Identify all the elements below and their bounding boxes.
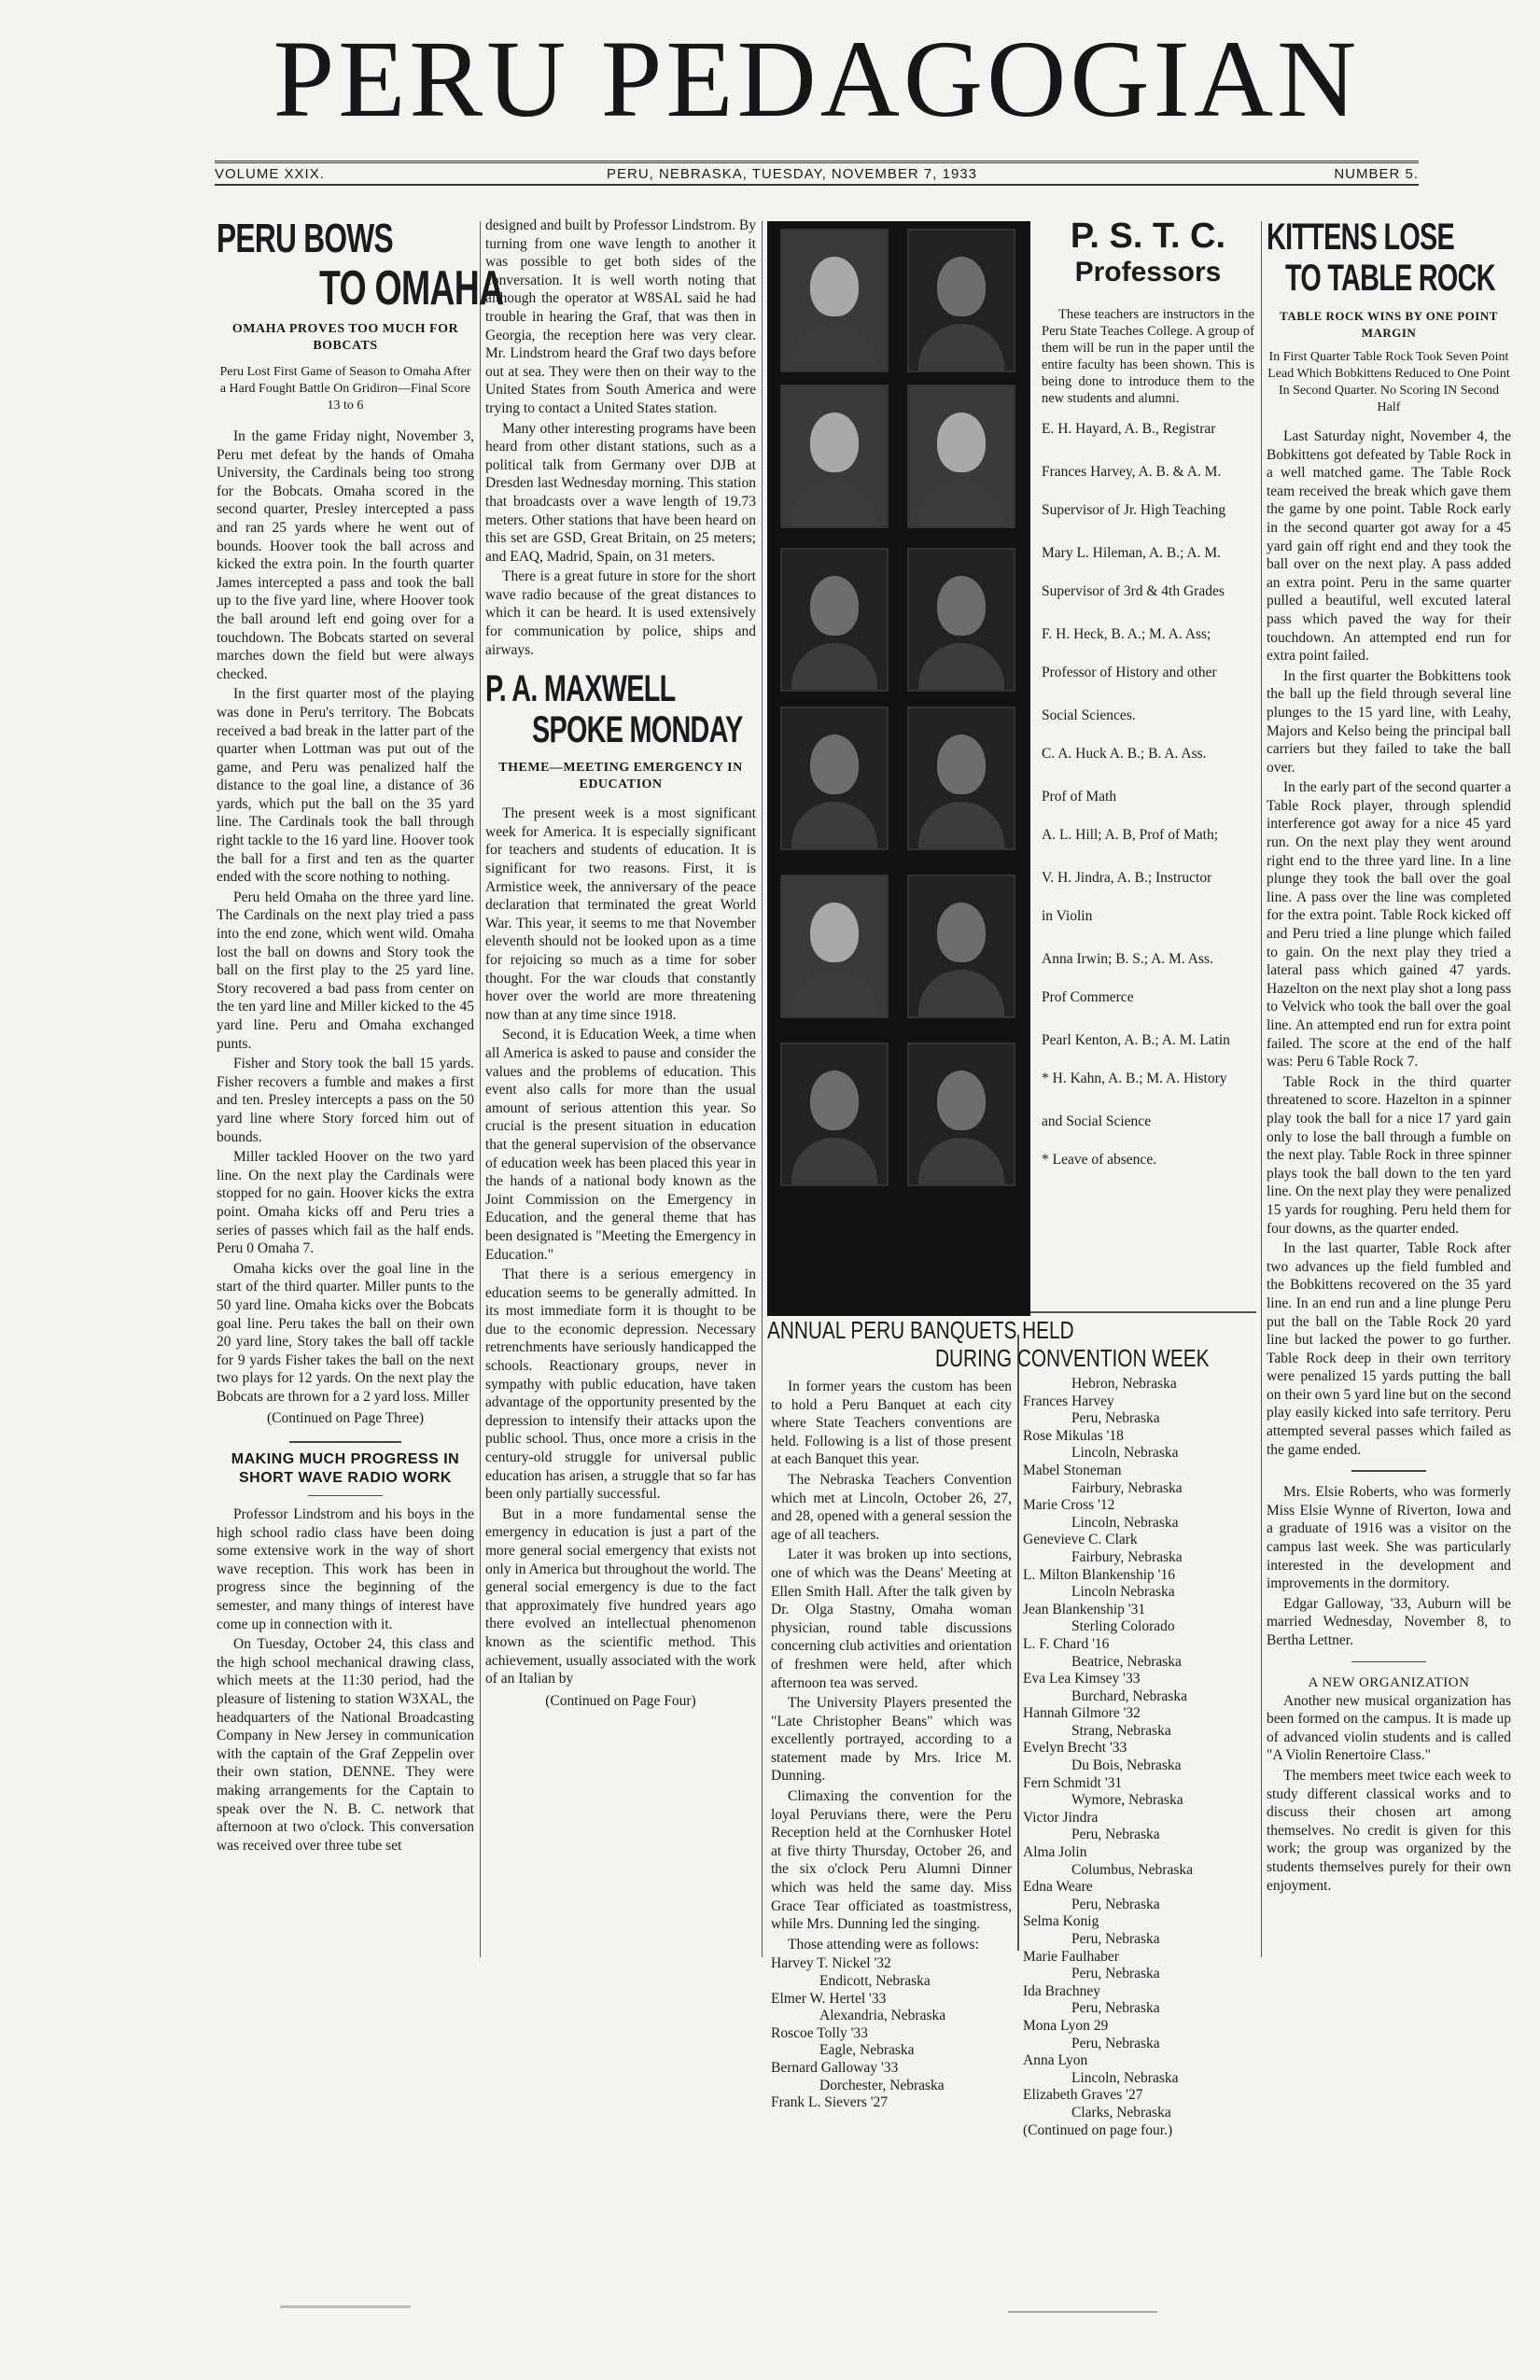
roster-entry: Peru, Nebraska xyxy=(1071,2035,1160,2051)
divider xyxy=(308,1495,383,1496)
divider xyxy=(289,1441,401,1443)
roster-entry: Peru, Nebraska xyxy=(1071,2000,1160,2017)
kittens-paragraph: In the last quarter, Table Rock after two advances up the field fumbled and the Bobkittens recovered on the 35 yard line. In an end run and a line plunge Peru put the ball on the Table Rock 20 yard line but lacked the power to go further. Table Rock deep in their own territory were penalized 15 yards putting the ball on their own 5 yard line but on the second play easily kicked into safe territory. Peru attempted several passes which failed as the game ended. xyxy=(1267,1240,1511,1458)
roster-entry: Edna Weare xyxy=(1023,1879,1093,1896)
radio-continuation: designed and built by Professor Lindstrom. By turning from one wave length to another it was possible to get both sides of the conversation. It is well worth noting that although the operator at W8SAL said he had trouble in hearing the Graf, that was then in Georgia, the reception here was very clear. Mr. Lindstrom heard the Graf two days before out at sea. They were then on their way to the United States from South America and were trying to contact a United States station. xyxy=(485,217,756,416)
banquets-paragraph: In former years the custom has been to hold a Peru Banquet at each city where State Teachers conventions are held. Following is a list of those present at each Banquet this year. xyxy=(771,1379,1012,1468)
portrait-photo xyxy=(780,875,889,1018)
portrait-photo xyxy=(907,1043,1015,1186)
portrait-photo xyxy=(780,707,889,850)
roster-entry: Burchard, Nebraska xyxy=(1071,1687,1187,1704)
roster-entry: Lincoln, Nebraska xyxy=(1071,1445,1179,1462)
radio-paragraph: On Tuesday, October 24, this class and the high school mechanical drawing class, which meets at the 11:30 period, had the pleasure of listening to station W3XAL, the headquarters of the National Broadcasting Company in New Jersey in communication with the captain of the Graf Zeppelin over their own station, DENNE. They were making arrangements for the Captain to speak over the N. B. C. network that afternoon at two o'clock. This conversation was received over three tube set xyxy=(217,1636,474,1854)
roberts-note: Mrs. Elsie Roberts, who was formerly Miss Elsie Wynne of Riverton, Iowa and a graduate of 1916 was a visitor on the campus last week. She was particularly interested in the development and improvements in the dormitory. xyxy=(1267,1484,1511,1592)
roster-entry: Jean Blankenship '31 xyxy=(1023,1601,1146,1617)
kittens-article xyxy=(1267,217,1511,1897)
roster-entry: Rose Mikulas '18 xyxy=(1023,1427,1124,1444)
organization-headline: A NEW ORGANIZATION xyxy=(1308,1674,1470,1690)
roster-entry: Harvey T. Nickel '32 xyxy=(771,1955,891,1972)
roster-entry: Genevieve C. Clark xyxy=(1023,1532,1138,1548)
divider xyxy=(1351,1470,1426,1472)
roster-entry: Columbus, Nebraska xyxy=(1071,1861,1194,1878)
banquets-paragraph: Those attending were as follows: xyxy=(788,1936,979,1953)
roster-entry: Endicott, Nebraska xyxy=(819,1973,931,1989)
portrait-photo xyxy=(907,707,1015,850)
roster-entry: Lincoln Nebraska xyxy=(1071,1584,1175,1601)
kittens-deck: TABLE ROCK WINS BY ONE POINT MARGIN xyxy=(1280,309,1498,340)
portrait-photo xyxy=(780,1043,889,1186)
roster-entry: Bernard Galloway '33 xyxy=(771,2059,899,2076)
roster-entry: Peru, Nebraska xyxy=(1071,1410,1160,1427)
kittens-paragraph: In the first quarter the Bobkittens took the ball up the field through several line plunges to the 15 yard line, with Leahy, Majors and Kelso being the principal ball carriers but they failed to take the ball over. xyxy=(1267,667,1511,776)
maxwell-headline-2: SPOKE MONDAY xyxy=(532,709,743,751)
scan-mark xyxy=(280,2305,411,2308)
roster-entry: Selma Konig xyxy=(1023,1913,1099,1930)
roster-entry: Peru, Nebraska xyxy=(1071,1896,1160,1912)
maxwell-continued: (Continued on Page Four) xyxy=(545,1692,696,1709)
faculty-entry: A. L. Hill; A. B, Prof of Math; xyxy=(1042,827,1219,843)
banquets-headline-2: DURING CONVENTION WEEK xyxy=(935,1344,1210,1372)
column-rule xyxy=(480,221,481,1957)
maxwell-paragraph: The present week is a most significant week for America. It is especially significant for teachers and students of education. It is significant for two reasons. First, it is Armistice week, the anniversary of the peace declaration that terminated the great World War. This year, it seems to me that November eleventh should not be looked upon as a time for rejoicing so much as a time for sober thought. For the war clouds that constantly hover over the world are more threatening now than at any time since 1918. xyxy=(485,805,756,1023)
faculty-photo-panel xyxy=(767,221,1030,1316)
portrait-photo xyxy=(780,385,889,528)
column-rule xyxy=(1017,1335,1019,1951)
omaha-subdeck: Peru Lost First Game of Season to Omaha After a Hard Fought Battle On Gridiron—Final Score 13 to 6 xyxy=(219,365,471,413)
radio-headline: MAKING MUCH PROGRESS IN SHORT WAVE RADIO WORK xyxy=(231,1451,460,1487)
psc-intro: These teachers are instructors in the Peru State Teaches College. A group of them will be run in the paper until the entire faculty has been shown. This is being done to introduce them to the new students and alumni. xyxy=(1042,307,1254,406)
portrait-photo xyxy=(907,875,1015,1018)
faculty-entry: in Violin xyxy=(1042,908,1093,924)
omaha-headline-2: TO OMAHA xyxy=(319,261,504,315)
roster-entry: Sterling Colorado xyxy=(1071,1618,1175,1635)
psc-headline-1: P. S. T. C. xyxy=(1070,217,1226,256)
kittens-paragraph: Last Saturday night, November 4, the Bobkittens got defeated by Table Rock in a well matched game. The Table Rock team received the break which gave them the game by one point. Table Rock early in the second quarter got away for a 45 yard gain off right end and they took the ball over on the next play. A pass added an extra point. Peru in the same quarter pulled a beautiful, well excuted lateral pass which paved the way for their touchdown. An attempted end run for extra point failed. xyxy=(1267,428,1511,665)
roster-entry: Lincoln, Nebraska xyxy=(1071,1514,1179,1531)
scan-mark xyxy=(1008,2311,1157,2313)
faculty-entry: and Social Science xyxy=(1042,1113,1152,1129)
dateline xyxy=(215,161,1419,186)
organization-paragraph: The members meet twice each week to study different classical works and to discuss their chosen art among themselves. No credit is given for this work; the group was organized by the students themselves purely for their own enjoyment. xyxy=(1267,1767,1511,1894)
kittens-paragraph: Table Rock in the third quarter threatened to score. Hazelton in a spinner play took the ball for a nice 17 yard gain only to lose the ball through a fumble on the next play. Table Rock in three spinner plays took the ball down to the ten yard line. On the next play they were penalized 15 yards for roughing. Peru held them for four downs, as the quarter ended. xyxy=(1267,1073,1511,1237)
roster-entry: Peru, Nebraska xyxy=(1071,1827,1160,1843)
place-date: PERU, NEBRASKA, TUESDAY, NOVEMBER 7, 1933 xyxy=(607,166,977,182)
roster-entry: Mabel Stoneman xyxy=(1023,1462,1122,1478)
divider xyxy=(1351,1661,1426,1662)
omaha-paragraph: In the game Friday night, November 3, Peru met defeat by the hands of Omaha University, the Cardinals being too strong for the Bobcats. Omaha scored in the second quarter, Presley intercepted a pass and ran 25 yards where he went out of bounds. Hoover took the ball across and kicked the extra poin. In the fourth quarter James intercepted a pass and took the ball up to the five yard line, where Hoover took the ball around left end going over for a touchdown. The Bobcats started on several marches down the field but were always checked. xyxy=(217,428,474,682)
roster-entry: Marie Faulhaber xyxy=(1023,1948,1119,1965)
faculty-entry: F. H. Heck, B. A.; M. A. Ass; xyxy=(1042,625,1211,642)
organization-paragraph: Another new musical organization has been formed on the campus. It is made up of advanced violin students and is called "A Violin Renertoire Class." xyxy=(1267,1692,1511,1764)
psc-headline-2: Professors xyxy=(1074,257,1222,287)
roster-entry: Du Bois, Nebraska xyxy=(1071,1757,1182,1774)
banquets-roster-column xyxy=(1023,1376,1256,2139)
faculty-entry: Social Sciences. xyxy=(1042,707,1136,723)
omaha-article xyxy=(217,216,504,1856)
faculty-entry: Frances Harvey, A. B. & A. M. xyxy=(1042,463,1222,480)
kittens-subdeck: In First Quarter Table Rock Took Seven Point Lead Which Bobkittens Reduced to One Point In Second Quarter. No Scoring IN Second Half xyxy=(1267,350,1510,414)
roster-entry: Alma Jolin xyxy=(1023,1844,1087,1861)
roster-entry: Frank L. Sievers '27 xyxy=(771,2094,889,2111)
roster-entry: (Continued on page four.) xyxy=(1023,2121,1173,2138)
portrait-photo xyxy=(907,385,1015,528)
faculty-entry: Mary L. Hileman, A. B.; A. M. xyxy=(1042,544,1222,561)
omaha-deck: OMAHA PROVES TOO MUCH FOR BOBCATS xyxy=(231,322,459,353)
faculty-entry: Pearl Kenton, A. B.; A. M. Latin xyxy=(1042,1031,1230,1048)
kittens-headline-2: TO TABLE ROCK xyxy=(1285,258,1495,299)
roster-entry: Alexandria, Nebraska xyxy=(819,2008,946,2024)
roster-entry: Lincoln, Nebraska xyxy=(1071,2069,1179,2086)
portrait-photo xyxy=(907,548,1015,692)
faculty-entry: C. A. Huck A. B.; B. A. Ass. xyxy=(1042,746,1207,762)
kittens-paragraph: In the early part of the second quarter a Table Rock player, through splendid interference got away for a nice 45 yard run. On the next play they went around right end to the three yard line. In a line plunge they took the ball over the goal line. A pass over the line was completed for the extra point. Table Rock kicked off and Peru tried a line plunge which failed to gain. On the next play they tried a lateral pass which gained 47 yards. Hazelton on the next play shot a long pass to Velvick who took the ball over the goal line. An attempted end run for extra point failed. The score at the end of the half was: Peru 6 Table Rock 7. xyxy=(1267,779,1511,1071)
omaha-paragraph: Miller tackled Hoover on the two yard line. On the next play the Cardinals were stopped for no gain. Hoover kicks the extra point. Omaha kicks off and Peru tries a series of passes which fail as the half ends. Peru 0 Omaha 7. xyxy=(217,1149,474,1257)
radio-paragraph: Many other interesting programs have been heard from other distant stations, such as a political talk from Germany over DJB at Dresden last Wednesday morning. This station that broadcasts over a wave length of 19.73 meters. Other stations that have been heard on this set are GSD, Great Britain, on 25 meters; and EAQ, Madrid, Spain, on 31 meters. xyxy=(485,420,756,565)
radio-paragraph: There is a great future in store for the short wave radio because of the great distances to which it can be heard. It is used extensively for communication by police, ships and airways. xyxy=(485,568,756,658)
faculty-list xyxy=(1042,420,1254,1169)
roster-entry: Hannah Gilmore '32 xyxy=(1023,1705,1141,1722)
faculty-entry: * H. Kahn, A. B.; M. A. History xyxy=(1042,1071,1227,1086)
banquets-paragraph: The University Players presented the "Late Christopher Beans" which was excellently portrayed, according to a statement made by Mrs. Irice M. Dunning. xyxy=(771,1695,1012,1785)
faculty-entry: Prof of Math xyxy=(1042,788,1117,805)
portrait-photo xyxy=(780,229,889,372)
roster-entry: L. F. Chard '16 xyxy=(1023,1635,1110,1652)
omaha-continued: (Continued on Page Three) xyxy=(266,1410,425,1427)
volume-label: VOLUME XXIX. xyxy=(215,166,325,182)
roster-entry: Fern Schmidt '31 xyxy=(1023,1774,1123,1791)
roster-entry: Frances Harvey xyxy=(1023,1393,1114,1409)
omaha-paragraph: Omaha kicks over the goal line in the start of the third quarter. Miller punts to the 50 yard line. Omaha kicks over the Bobcats goal line. Peru takes the ball on their own 20 yard line, Story takes the ball off tackle for 9 yards Fisher takes the ball on the next two plays for 12 yards. On the next play the Bobcats are thrown for a 2 yard loss. Miller xyxy=(217,1260,474,1405)
roster-entry: Anna Lyon xyxy=(1023,2052,1088,2069)
omaha-headline-1: PERU BOWS xyxy=(217,216,393,261)
roster-entry: Roscoe Tolly '33 xyxy=(771,2024,868,2041)
banquets-headline-1: ANNUAL PERU BANQUETS HELD xyxy=(767,1316,1074,1344)
maxwell-column xyxy=(485,217,756,1710)
roster-entry: Victor Jindra xyxy=(1023,1809,1099,1826)
maxwell-deck: THEME—MEETING EMERGENCY IN EDUCATION xyxy=(498,761,743,792)
roster-entry: Hebron, Nebraska xyxy=(1071,1376,1177,1392)
faculty-entry: Prof Commerce xyxy=(1042,989,1134,1005)
roster-entry: Eagle, Nebraska xyxy=(819,2042,915,2059)
faculty-entry: Supervisor of 3rd & 4th Grades xyxy=(1042,583,1225,599)
banquets-paragraph: Climaxing the convention for the loyal Peruvians there, were the Peru Reception held at the Cornhusker Hotel at five thirty Thursday, October 26, and the six o'clock Peru Alumni Dinner which was held the same day. Miss Grace Tear officiated as toastmistress, while Mrs. Dunning led the singing. xyxy=(771,1788,1012,1933)
roster-entry: Peru, Nebraska xyxy=(1071,1966,1160,1982)
omaha-paragraph: Peru held Omaha on the three yard line. The Cardinals on the next play tried a pass into the end zone, which went wild. Omaha lost the ball on downs and Story took the ball on the first play to the 25 yard line. Story recovered a bad pass from center on the ten yard line and Miller kicked to the 45 yard line. Peru and Omaha exchanged punts. xyxy=(217,889,474,1052)
banquets-headline-block xyxy=(767,1316,1256,1372)
roster-entry: Evelyn Brecht '33 xyxy=(1023,1740,1127,1757)
roster-entry: Fairbury, Nebraska xyxy=(1071,1548,1183,1565)
roster-entry: Dorchester, Nebraska xyxy=(819,2077,945,2093)
galloway-note: Edgar Galloway, '33, Auburn will be married Wednesday, November 8, to Bertha Lettner. xyxy=(1267,1595,1511,1648)
faculty-entry: Anna Irwin; B. S.; A. M. Ass. xyxy=(1042,950,1213,967)
attendee-roster xyxy=(1023,1376,1256,2139)
portrait-photo xyxy=(907,229,1015,372)
banquets-article xyxy=(771,1378,1012,2112)
maxwell-headline-1: P. A. MAXWELL xyxy=(485,668,676,710)
faculty-entry: * Leave of absence. xyxy=(1042,1152,1157,1168)
column-rule xyxy=(762,221,763,1957)
roster-entry: Beatrice, Nebraska xyxy=(1071,1653,1182,1670)
faculty-entry: Professor of History and other xyxy=(1042,665,1217,680)
maxwell-paragraph: But in a more fundamental sense the emergency in education is just a part of the more general social emergency that exists not only in America but throughout the world. The general social emergency is due to the fact that approximately five hundred years ago there evolved an intellectual phenomenon known as the scientific method. This achievement, usually associated with the work of an Italian by xyxy=(485,1505,756,1687)
roster-entry: Elizabeth Graves '27 xyxy=(1023,2087,1143,2104)
faculty-entry: V. H. Jindra, A. B.; Instructor xyxy=(1042,869,1212,886)
kittens-headline-1: KITTENS LOSE xyxy=(1267,217,1454,258)
maxwell-paragraph: Second, it is Education Week, a time when all America is asked to pause and consider the values and the problems of education. This event also calls for more than the usual amount of serious attention this year. So crucial is the present situation in education that the general supervision of the observance of education week has been placed this year in the hands of a national body known as the Joint Commission on the Emergency in Education, and the general theme that has been designated is "Meeting the Emergency in Education." xyxy=(485,1027,756,1263)
banquets-paragraph: The Nebraska Teachers Convention which met at Lincoln, October 26, 27, and 28, opened with a general session the age of all teachers. xyxy=(771,1471,1012,1543)
attendee-roster xyxy=(771,1955,1012,2111)
faculty-column xyxy=(1042,217,1254,1194)
maxwell-paragraph: That there is a serious emergency in education seems to be generally admitted. In its most immediate form it is thought to be due to the economic depression. Necessary retrenchments have seriously handicapped the schools. Reactionary groups, never in sympathy with public education, have taken advantage of the opportunity presented by the depression to intensify their attacks upon the public school. Thus, once more a crisis in the century-old struggle for universal public education has arisen, a struggle that so far has been only partially successful. xyxy=(485,1267,756,1503)
column-rule xyxy=(1261,221,1262,1957)
banquets-paragraph: Later it was broken up into sections, one of which was the Deans' Meeting at Ellen Smith Hall. After the talk given by Dr. Olga Stastny, Omaha woman physician, round table discussions concerning club activities and orientation of freshmen were held, after which afternoon tea was served. xyxy=(771,1547,1012,1691)
issue-number: NUMBER 5. xyxy=(1334,166,1419,182)
roster-entry: Clarks, Nebraska xyxy=(1071,2104,1171,2121)
roster-entry: Peru, Nebraska xyxy=(1071,1931,1160,1947)
omaha-paragraph: Fisher and Story took the ball 15 yards. Fisher recovers a fumble and makes a first and ten. Presley intercepts a pass on the 50 yard line where Story forced him out of bounds. xyxy=(217,1056,474,1145)
faculty-entry: E. H. Hayard, A. B., Registrar xyxy=(1042,421,1216,437)
masthead-title: PERU PEDAGOGIAN xyxy=(273,18,1361,140)
roster-entry: Strang, Nebraska xyxy=(1071,1722,1171,1739)
roster-entry: Eva Lea Kimsey '33 xyxy=(1023,1671,1141,1687)
faculty-entry: Supervisor of Jr. High Teaching xyxy=(1042,502,1226,518)
roster-entry: Wymore, Nebraska xyxy=(1071,1792,1183,1809)
roster-entry: Marie Cross '12 xyxy=(1023,1497,1115,1514)
roster-entry: Fairbury, Nebraska xyxy=(1071,1479,1183,1496)
portrait-photo xyxy=(780,548,889,692)
roster-entry: Ida Brachney xyxy=(1023,1982,1101,1999)
roster-entry: Mona Lyon 29 xyxy=(1023,2017,1109,2034)
omaha-paragraph: In the first quarter most of the playing was done in Peru's territory. The Bobcats received a bad break in the latter part of the quarter when Lottman was put out of the game, and Peru was penalized half the distance to the goal line, a distance of 36 yards, which put the ball on the 35 yard line. The Cardinals took the ball through right tackle to the 16 yard line. Hoover took the ball for a first and ten as the quarter ended with the score nothing to nothing. xyxy=(217,686,474,886)
roster-entry: L. Milton Blankenship '16 xyxy=(1023,1566,1175,1583)
radio-paragraph: Professor Lindstrom and his boys in the high school radio class have been doing some extensive work in the way of short wave reception. This work has been in progress since the beginning of the semester, and many things of interest have come up in connection with it. xyxy=(217,1506,474,1632)
roster-entry: Elmer W. Hertel '33 xyxy=(771,1990,887,2007)
